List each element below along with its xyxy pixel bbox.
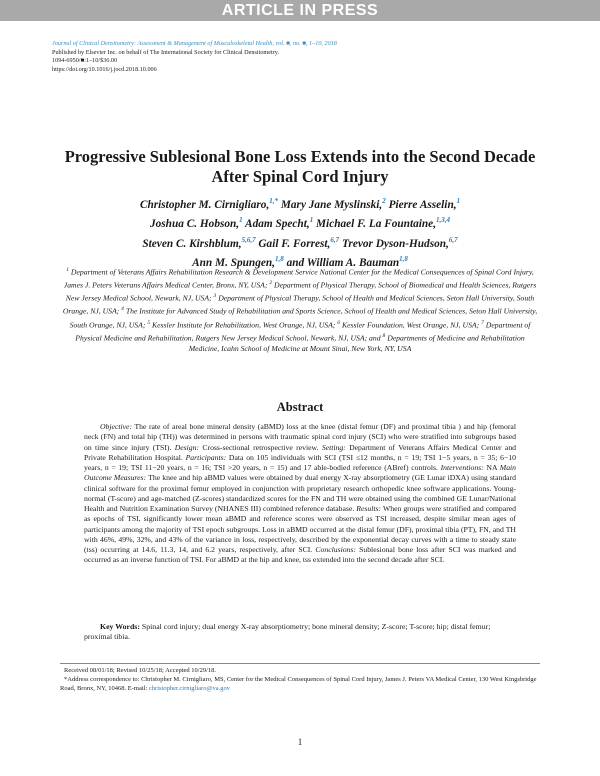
author-affil-link[interactable]: 6,7: [330, 235, 340, 244]
author-name: Michael F. La Fountaine,: [316, 218, 437, 231]
affil-text: Kessler Institute for Rehabilitation, West Orange, NJ, USA;: [152, 320, 336, 330]
affil-number: 4: [121, 306, 124, 313]
affil-text: Department of Veterans Affairs Rehabilitation Research & Development Service National Center for the Medical Consequences of Spinal Cord Injury, James J. Peters Veterans Affairs Medical Center, Bronx, NY, USA;: [63, 267, 534, 290]
abstract-body: [84, 422, 516, 566]
author-affil-link[interactable]: 1,3,4: [436, 216, 451, 225]
publisher-line: Published by Elsevier Inc. on behalf of The International Society for Clinical Densitometry.: [52, 48, 279, 56]
doi-link[interactable]: https://doi.org/10.1016/j.jocd.2018.10.006: [52, 65, 157, 73]
received-dates: Received 08/01/18; Revised 10/25/18; Accepted 10/29/18.: [64, 667, 217, 674]
footnotes: [60, 666, 540, 693]
affil-text: Department of Physical Medicine and Rehabilitation, Rutgers New Jersey Medical School, Newark, NJ, USA; and: [75, 320, 531, 343]
author-name: Trevor Dyson-Hudson,: [341, 237, 449, 250]
affil-text: Department of Physical Therapy, School of Biomedical and Health Sciences, Rutgers New Jersey Medical School, Newark, NJ, USA;: [65, 280, 537, 303]
abstract-heading: Abstract: [276, 400, 324, 414]
affil-text: The Institute for Advanced Study of Rehabilitation and Sports Science, School of Health and Medical Sciences, Seton Hall University, South Orange, NJ, USA;: [69, 307, 538, 330]
participants-label: Participants:: [185, 452, 227, 462]
article-title: Progressive Sublesional Bone Loss Extends into the Second Decade After Spinal Cord Injury: [64, 147, 536, 186]
setting-label: Setting:: [321, 442, 346, 452]
affil-number: 5: [147, 319, 151, 326]
affil-number: 2: [269, 280, 273, 287]
conclusions-label: Conclusions:: [315, 545, 356, 554]
affil-text: Departments of Medicine and Rehabilitation Medicine, Icahn School of Medicine at Mount Sinai, New York, NY, USA: [188, 333, 525, 353]
author-list: [70, 194, 530, 271]
keywords: [84, 622, 516, 643]
keywords-label: Key Words:: [100, 622, 140, 631]
keywords-text: Spinal cord injury; dual energy X-ray absorptiometry; bone mineral density; Z-score; T-score; hip; distal femur; proximal tibia.: [84, 622, 491, 642]
author-affil-link[interactable]: 1,8: [274, 254, 284, 263]
article-in-press-banner: ARTICLE IN PRESS: [0, 0, 600, 21]
outcome-text: The knee and hip aBMD values were obtained by dual energy X-ray absorptiometry (GE Lunar iDXA) using standard clinical software for the proximal femur employed in conjunction with proprietary research orthopedic knee software applications. Young-normal (T-score) and age-matched (Z-scores) standardized scores for the FN and TH were obtained using the combined GE Lunar/National Health and Nutrition Examination Survey (NHANES III) combined reference database.: [84, 473, 516, 513]
author-name: Adam Specht,: [245, 218, 310, 231]
author-name: Ann M. Spungen,: [192, 256, 275, 269]
outcome-label: Main Outcome Measures:: [84, 463, 517, 483]
correspondence-text: *Address correspondence to: Christopher M. Cirnigliaro, MS, Center for the Medical Consequences of Spinal Cord Injury, James J. Peters VA Medical Center, 130 West Kingsbridge Road, Bronx, NY, 10468. E-mail:: [60, 676, 537, 692]
author-affil-link[interactable]: 5,6,7: [241, 235, 256, 244]
author-name: Gail F. Forrest,: [258, 237, 331, 250]
page-number: 1: [297, 737, 303, 747]
results-text: When groups were stratified and compared as epochs of TSI, significantly lower mean aBMD and reference scores were observed as TSI increased, despite similar mean ages of participants among the majority of TSI epoch subgroups. Loss in aBMD occurred at the distal femur (DF), proximal tibia (PT), FN, and TH with 46%, 49%, 32%, and 43% of the variance in loss, respectively, described by the exponential decay curves with a time to steady state (tss) occurring at 14.6, 11.3, 14, and 6.2 years, respectively, after SCI.: [84, 504, 517, 554]
footnote-divider: [60, 663, 540, 664]
author-name: Mary Jane Myslinski,: [280, 198, 383, 211]
author-affil-link[interactable]: 1,8: [399, 254, 408, 263]
affil-number: 8: [382, 332, 386, 339]
results-label: Results:: [356, 504, 382, 513]
author-name: and William A. Bauman: [286, 256, 400, 269]
setting-text: Department of Veterans Affairs Medical Center and Private Rehabilitation Hospital.: [84, 442, 517, 462]
interventions-label: Interventions:: [440, 463, 484, 472]
objective-label: Objective:: [100, 422, 133, 431]
design-label: Design:: [174, 442, 200, 452]
affil-number: 3: [213, 293, 217, 300]
affil-text: Department of Physical Therapy, School of Health and Medical Sciences, Seton Hall University, South Orange, NJ, USA;: [62, 293, 535, 317]
journal-citation[interactable]: Journal of Clinical Densitometry: Assessment & Management of Musculoskeletal Health, vol. ■, no. ■, 1–10, 2018: [52, 40, 337, 47]
affil-number: 6: [337, 319, 341, 326]
email-link[interactable]: christopher.cirnigliaro@va.gov: [148, 685, 230, 692]
objective-text: The rate of areal bone mineral density (aBMD) loss at the knee (distal femur (DF) and proximal tibia ) and hip (femoral neck (FN) and total hip (TH)) was determined in persons with traumatic spinal cord injury (SCI) who were stratified into subgroups based on time since injury (TSI).: [84, 422, 516, 452]
author-name: Christopher M. Cirnigliaro,: [139, 198, 270, 211]
correspondence: [60, 675, 540, 693]
author-affil-link[interactable]: 1: [309, 216, 314, 225]
journal-header: [52, 40, 552, 74]
affil-text: Kessler Foundation, West Orange, NJ, USA;: [341, 320, 480, 330]
author-name: Pierre Asselin,: [388, 198, 457, 211]
author-affil-link[interactable]: 1: [456, 197, 461, 205]
affiliations: [60, 265, 540, 355]
affil-number: 1: [66, 267, 69, 273]
interventions-text: NA: [486, 463, 498, 472]
issn-line: 1094-6950/■:1–10/$36.00: [52, 57, 118, 65]
author-affil-link[interactable]: 1,*: [269, 197, 279, 205]
author-affil-link[interactable]: 2: [382, 197, 386, 205]
author-name: Steven C. Kirshblum,: [142, 237, 242, 250]
design-text: Cross-sectional retrospective review.: [202, 442, 319, 452]
author-affil-link[interactable]: 1: [239, 216, 243, 225]
affil-number: 7: [481, 319, 484, 326]
abstract-paragraph: [84, 422, 516, 566]
participants-text: Data on 105 individuals with SCI (TSI ≤12 months, n = 19; TSI 1−5 years, n = 35; 6−10 years, n = 19; TSI 11−20 years, n = 16; TSI >20 years, n = 15) and 17 able-bodied reference (ABref) controls.: [84, 452, 517, 472]
conclusions-text: Sublesional bone loss after SCI was marked and occurred as an inverse function of TSI. For aBMD at the hip and knee, tss extended into the second decade after SCI.: [84, 545, 516, 565]
author-name: Joshua C. Hobson,: [149, 218, 240, 231]
author-affil-link[interactable]: 6,7: [448, 235, 458, 244]
